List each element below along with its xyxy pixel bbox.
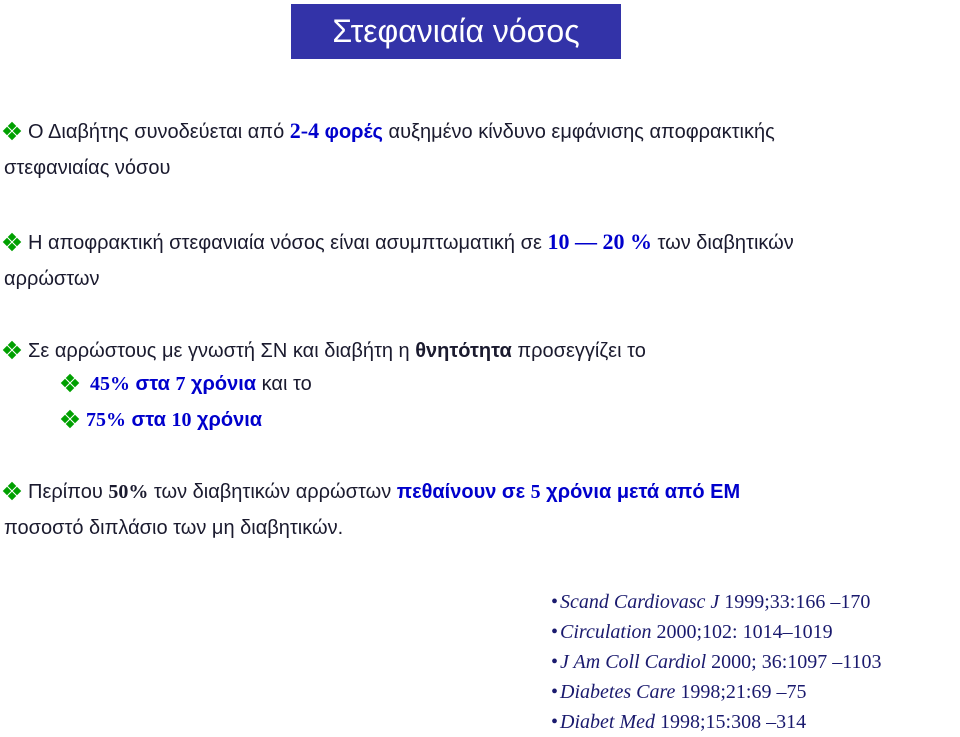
paragraph-mortality: Σε αρρώστους με γνωστή ΣΝ και διαβήτη η θνητότητα προσεγγίζει το [4,333,646,369]
paragraph-diabetes-risk: Ο Διαβήτης συνοδεύεται από 2-4 φορές αυξημένο κίνδυνο εμφάνισης αποφρακτικής στεφανιαίας νόσου [4,118,775,179]
references-list [551,587,882,737]
reference-item: • Scand Cardiovasc J 1999;33:166 –170 [551,587,882,617]
sub-item-75: 75% στα 10 χρόνια [62,402,262,438]
paragraph-asymptomatic: Η αποφρακτική στεφανιαία νόσος είναι ασυμπτωματική σε 10 — 20 % των διαβητικών αρρώστων [4,229,794,290]
diamond-bullet-icon [4,483,20,499]
reference-item: • Diabetes Care 1998;21:69 –75 [551,677,882,707]
diamond-bullet-icon [62,375,78,391]
title-box [291,4,621,59]
reference-item: • J Am Coll Cardiol 2000; 36:1097 –1103 [551,647,882,677]
paragraph-death-rate: Περίπου 50% των διαβητικών αρρώστων πεθαίνουν σε 5 χρόνια μετά από ΕΜ ποσοστό διπλάσιο των μη διαβητικών. [4,481,741,539]
diamond-bullet-icon [62,411,78,427]
reference-item: • Circulation 2000;102: 1014–1019 [551,617,882,647]
sub-item-45: 45% στα 7 χρόνια και το [62,366,312,402]
reference-item: • Diabet Med 1998;15:308 –314 [551,707,882,737]
diamond-bullet-icon [4,234,20,250]
diamond-bullet-icon [4,342,20,358]
page-title: Στεφανιαία νόσος [332,13,580,49]
diamond-bullet-icon [4,123,20,139]
